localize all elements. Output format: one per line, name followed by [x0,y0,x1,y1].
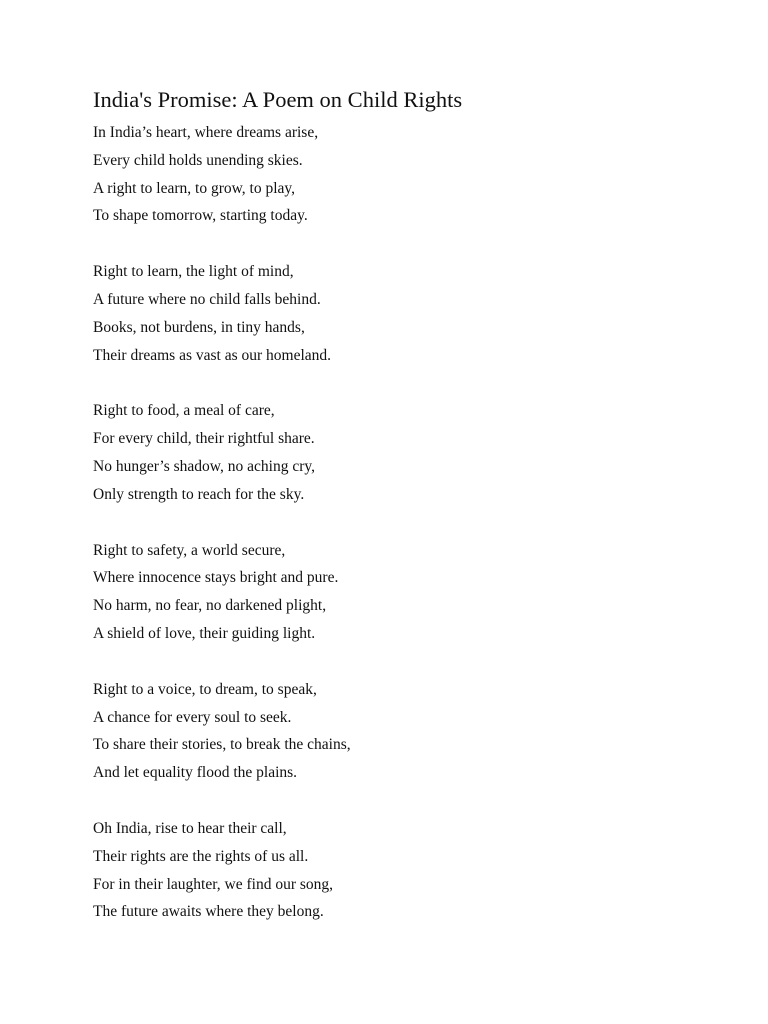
poem-line: Right to a voice, to dream, to speak, [93,680,317,698]
poem-line: Right to learn, the light of mind, [93,263,294,281]
stanza-4 [93,537,733,648]
poem-line: No hunger’s shadow, no aching cry, [93,457,315,475]
poem-line: Right to safety, a world secure, [93,541,286,559]
poem-line: A shield of love, their guiding light. [93,624,316,642]
poem-line: Only strength to reach for the sky. [93,485,305,503]
poem-line: For every child, their rightful share. [93,430,315,448]
poem-line: A chance for every soul to seek. [93,708,292,726]
poem-line: Every child holds unending skies. [93,151,303,169]
poem-line: Oh India, rise to hear their call, [93,819,287,837]
poem-line: To shape tomorrow, starting today. [93,207,308,225]
poem-line: No harm, no fear, no darkened plight, [93,597,327,615]
document-page [93,86,733,954]
poem-line: For in their laughter, we find our song, [93,875,334,893]
poem-line: A future where no child falls behind. [93,290,321,308]
poem-line: Books, not burdens, in tiny hands, [93,318,305,336]
poem-line: Their dreams as vast as our homeland. [93,346,332,364]
poem-line: A right to learn, to grow, to play, [93,179,296,197]
page-title: India's Promise: A Poem on Child Rights [93,87,463,112]
poem-line: Where innocence stays bright and pure. [93,569,339,587]
stanza-1 [93,119,733,230]
poem-line: The future awaits where they belong. [93,903,324,921]
stanza-6 [93,815,733,926]
poem-line: In India’s heart, where dreams arise, [93,124,319,141]
stanza-5 [93,676,733,787]
poem-line: And let equality flood the plains. [93,764,298,782]
poem-line: Right to food, a meal of care, [93,402,275,420]
poem-line: Their rights are the rights of us all. [93,847,309,865]
poem-line: To share their stories, to break the chains, [93,736,351,754]
stanza-3 [93,397,733,508]
stanza-2 [93,258,733,369]
